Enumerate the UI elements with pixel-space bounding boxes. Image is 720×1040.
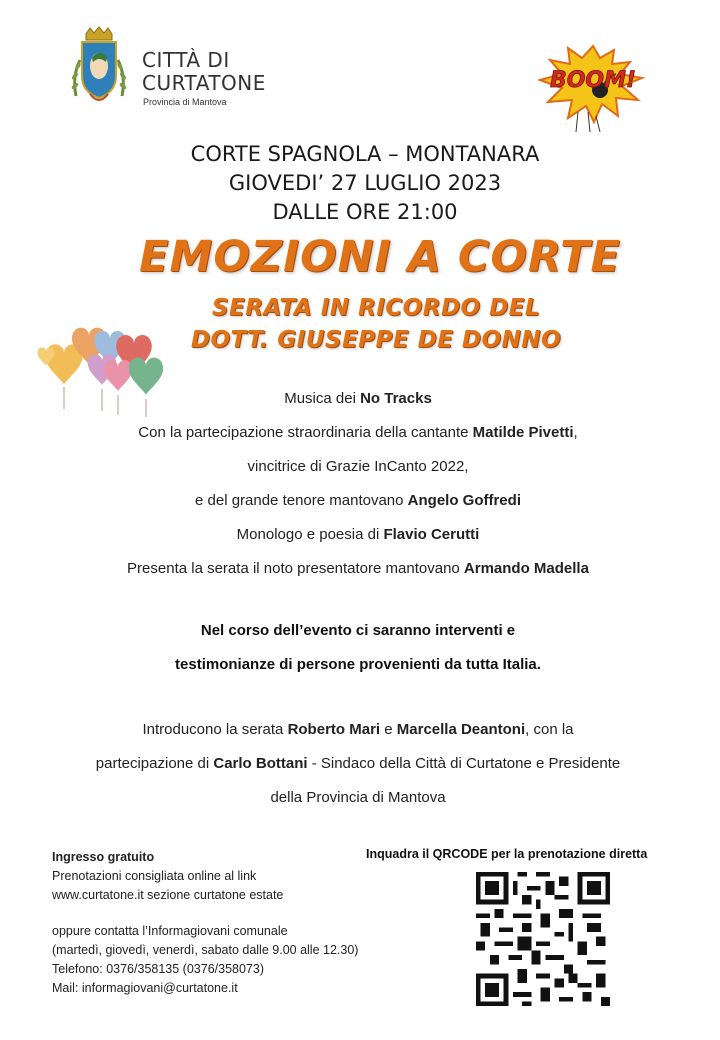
booking-note: Prenotazioni consigliata online al link: [52, 869, 257, 883]
host-name-2: Marcella Deantoni: [396, 721, 526, 738]
program-line-music: Musica dei No Tracks: [284, 390, 432, 407]
program-line-tenor: e del grande tenore mantovano Angelo Goffredi: [195, 492, 521, 509]
notice-line1: Nel corso dell’evento ci saranno interventi e: [200, 622, 516, 639]
singer-name: Matilde Pivetti: [472, 424, 574, 441]
event-date: GIOVEDI’ 27 LUGLIO 2023: [228, 171, 502, 195]
province-label: Provincia di Mantova: [143, 97, 227, 107]
presenter-name: Armando Madella: [463, 560, 589, 577]
intro-line1: Introducono la serata Roberto Mari e Marcella Deantoni, con la: [142, 721, 574, 738]
intro-line2: partecipazione di Carlo Bottani - Sindaco della Città di Curtatone e Presidente: [95, 755, 621, 772]
boom-text: BOOM!: [549, 68, 637, 93]
notice-line2: testimonianze di persone provenienti da tutta Italia.: [175, 656, 541, 673]
program-line-guest: Con la partecipazione straordinaria della cantante Matilde Pivetti,: [138, 424, 578, 441]
host-name-1: Roberto Mari: [287, 721, 381, 738]
city-name-line1: CITTÀ DI: [142, 48, 230, 72]
free-entry-label: Ingresso gratuito: [52, 850, 155, 864]
program-line-monologue: Monologo e poesia di Flavio Cerutti: [236, 526, 480, 543]
band-name: No Tracks: [360, 390, 432, 407]
event-time: DALLE ORE 21:00: [272, 200, 458, 224]
event-info: [0, 140, 720, 227]
event-location: CORTE SPAGNOLA – MONTANARA: [190, 142, 540, 166]
coat-of-arms-icon: [68, 26, 130, 114]
tenor-name: Angelo Goffredi: [407, 492, 521, 509]
intro-line3: della Provincia di Mantova: [270, 789, 446, 806]
qr-code-icon[interactable]: [476, 872, 610, 1006]
email-address[interactable]: Mail: informagiovani@curtatone.it: [52, 981, 238, 995]
qr-caption: Inquadra il QRCODE per la prenotazione diretta: [366, 847, 648, 861]
subtitle-line1: SERATA IN RICORDO DEL: [211, 295, 541, 321]
mayor-name: Carlo Bottani: [213, 755, 308, 772]
booking-link[interactable]: www.curtatone.it sezione curtatone estate: [52, 888, 284, 902]
contact-info: [52, 848, 452, 998]
program-line-presenter: Presenta la serata il noto presentatore mantovano Armando Madella: [127, 560, 589, 577]
header: [68, 26, 308, 116]
program-line-award: vincitrice di Grazie InCanto 2022,: [247, 458, 469, 475]
event-title: EMOZIONI A CORTE: [139, 232, 621, 282]
boom-bomb-icon: [538, 40, 648, 132]
program-section: [0, 382, 716, 586]
poet-name: Flavio Cerutti: [383, 526, 480, 543]
phone-numbers[interactable]: Telefono: 0376/358135 (0376/358073): [52, 962, 264, 976]
intro-section: [0, 713, 716, 815]
city-name-line2: CURTATONE: [142, 71, 266, 95]
informagiovani-note: oppure contatta l’Informagiovani comunale: [52, 924, 288, 938]
subtitle-line2: DOTT. GIUSEPPE DE DONNO: [190, 327, 562, 353]
testimonials-notice: [0, 614, 716, 682]
opening-hours: (martedì, giovedì, venerdì, sabato dalle 9.00 alle 12.30): [52, 943, 359, 957]
